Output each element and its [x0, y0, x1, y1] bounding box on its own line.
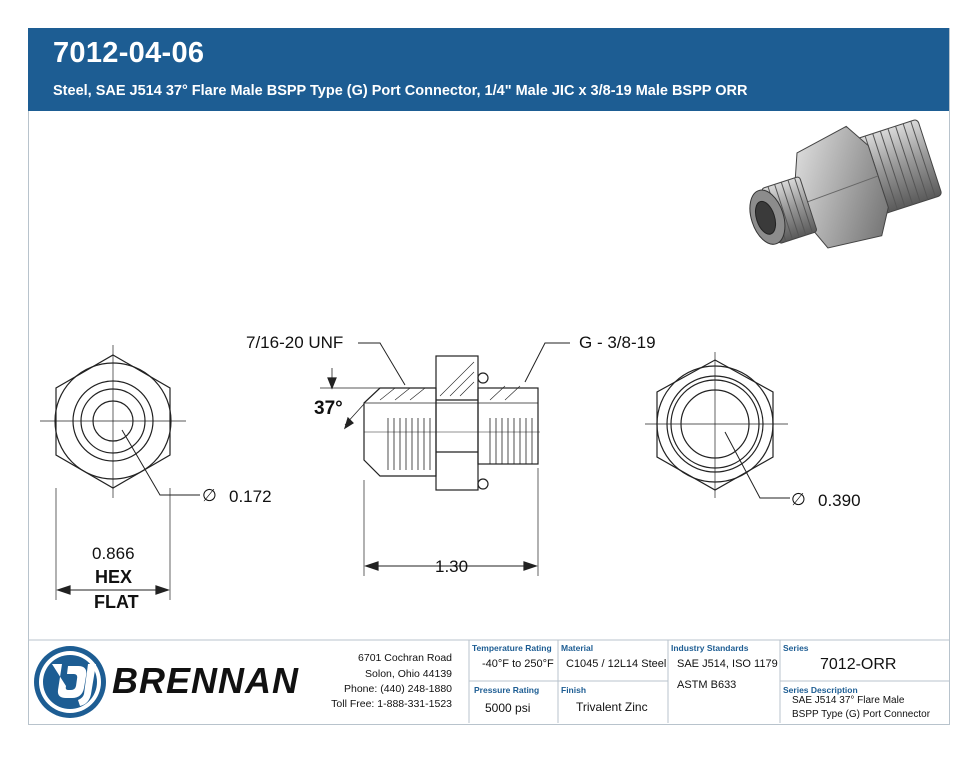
series-description-line-2: BSPP Type (G) Port Connector: [792, 709, 931, 720]
phone-number: Phone: (440) 248-1880: [344, 683, 452, 695]
series-header: Series: [783, 643, 809, 653]
finish-header: Finish: [561, 685, 587, 695]
hex-flat-value: 0.866: [92, 544, 135, 563]
series-value: 7012-ORR: [820, 656, 897, 673]
flare-angle-label: 37°: [314, 398, 343, 419]
temperature-rating-value: -40°F to 250°F: [482, 658, 554, 670]
address-line-2: Solon, Ohio 44139: [365, 668, 452, 680]
flat-label: FLAT: [94, 592, 139, 612]
material-value: C1045 / 12L14 Steel: [566, 658, 667, 670]
industry-standards-value-1: SAE J514, ISO 1179: [677, 658, 778, 670]
part-description: Steel, SAE J514 37° Flare Male BSPP Type (G) Port Connector, 1/4" Male JIC x 3/8-19 Male BSPP ORR: [53, 83, 748, 99]
brennan-logo-icon: [34, 646, 106, 718]
diameter-symbol-left: ∅: [202, 486, 217, 505]
company-name: BRENNAN: [112, 660, 299, 701]
overall-length-dimension: 1.30: [435, 557, 469, 576]
hex-label: HEX: [95, 567, 133, 587]
pressure-rating-value: 5000 psi: [485, 701, 531, 715]
diameter-symbol-right: ∅: [791, 490, 806, 509]
thread-left-label: 7/16-20 UNF: [246, 333, 344, 352]
series-description-header: Series Description: [783, 685, 858, 695]
bore-right-dimension: 0.390: [818, 491, 861, 510]
bore-left-dimension: 0.172: [229, 487, 272, 506]
material-header: Material: [561, 643, 594, 653]
side-view: [320, 343, 570, 576]
toll-free-number: Toll Free: 1-888-331-1523: [331, 698, 452, 710]
industry-standards-value-2: ASTM B633: [677, 679, 737, 691]
right-end-view: [645, 352, 790, 498]
thread-right-label: G - 3/8-19: [579, 333, 656, 352]
pressure-rating-header: Pressure Rating: [474, 685, 540, 695]
series-description-line-1: SAE J514 37° Flare Male: [792, 695, 905, 706]
finish-value: Trivalent Zinc: [576, 700, 648, 714]
industry-standards-header: Industry Standards: [671, 643, 749, 653]
address-line-1: 6701 Cochran Road: [358, 652, 452, 664]
part-number-title: 7012-04-06: [53, 37, 205, 69]
temperature-rating-header: Temperature Rating: [472, 643, 552, 653]
fitting-3d-render: [733, 105, 948, 273]
